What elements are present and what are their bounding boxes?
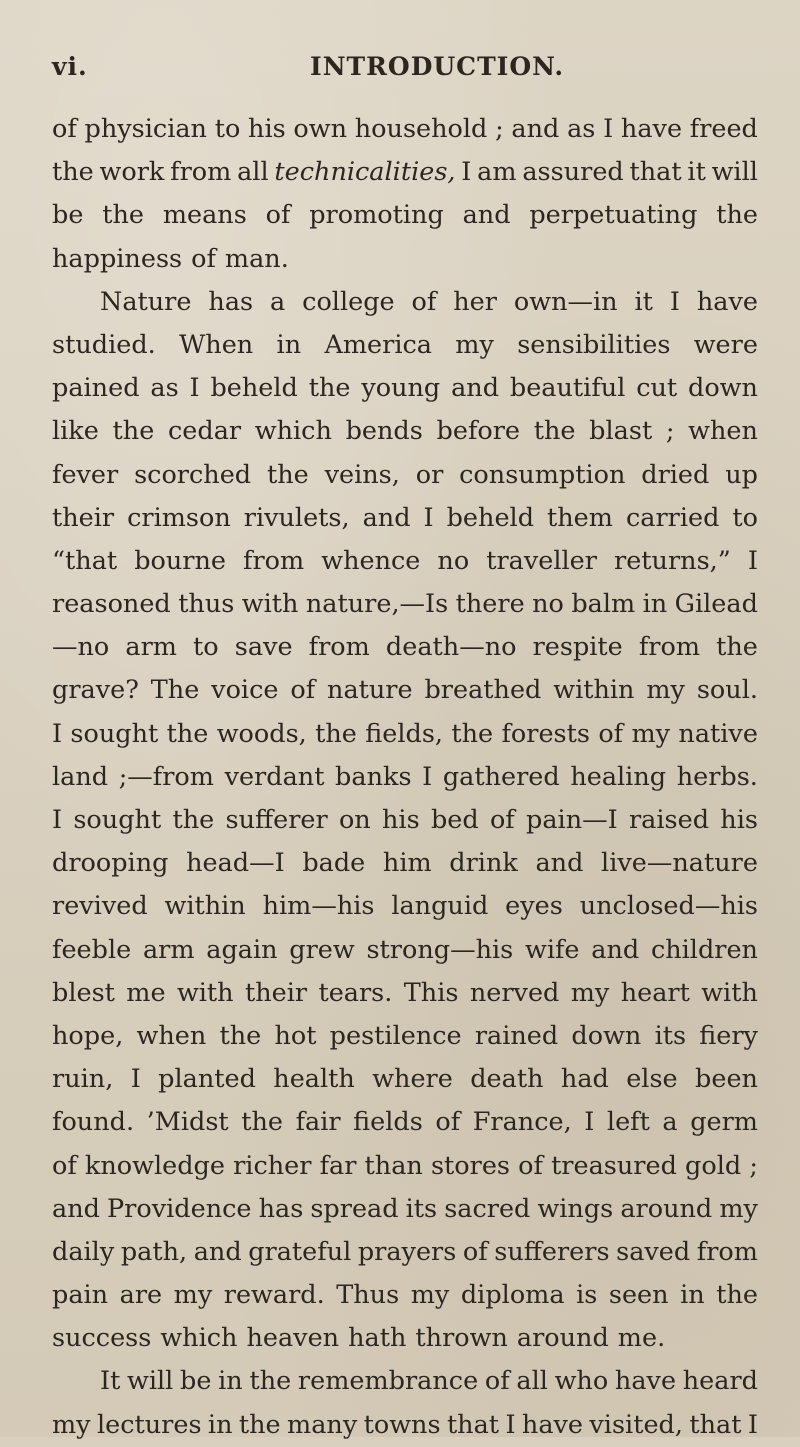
running-head: INTRODUCTION. — [310, 52, 565, 81]
text-line: be the means of promoting and perpetuating the — [52, 200, 758, 231]
text-line: like the cedar which bends before the blast ; when — [52, 416, 758, 447]
text-line: pain are my reward. Thus my diploma is seen in the — [52, 1280, 758, 1311]
text-line: their crimson rivulets, and I beheld them carried to — [52, 502, 758, 533]
text-line: pained as I beheld the young and beautiful cut down — [52, 373, 758, 404]
text-line: reasoned thus with nature,—Is there no balm in Gilead — [52, 589, 758, 620]
text-line: the work from all technicalities, I am assured that it will — [52, 157, 758, 188]
text-line: my lectures in the many towns that I have visited, that I — [52, 1409, 758, 1440]
text-line: feeble arm again grew strong—his wife and children — [52, 934, 758, 965]
text-line: and Providence has spread its sacred wings around my — [52, 1193, 758, 1224]
text-line: studied. When in America my sensibilities were — [52, 329, 758, 360]
text-line: Nature has a college of her own—in it I have — [100, 286, 758, 317]
text-line: grave? The voice of nature breathed within my soul. — [52, 675, 758, 706]
text-line: It will be in the remembrance of all who have heard — [100, 1366, 758, 1397]
body-text — [52, 108, 758, 1447]
text-line: I sought the woods, the fields, the forests of my native — [52, 718, 758, 749]
page-header — [52, 52, 758, 86]
page-number: vi. — [52, 52, 88, 81]
text-line: ruin, I planted health where death had else been — [52, 1064, 758, 1095]
text-line: drooping head—I bade him drink and live—nature — [52, 848, 758, 879]
text-line: daily path, and grateful prayers of sufferers saved from — [52, 1236, 758, 1267]
text-line: I sought the sufferer on his bed of pain—I raised his — [52, 805, 758, 835]
text-line: fever scorched the veins, or consumption dried up — [52, 459, 758, 490]
text-line: revived within him—his languid eyes unclosed—his — [52, 891, 758, 922]
text-line: “that bourne from whence no traveller returns,” I — [52, 545, 758, 576]
text-line: happiness of man. — [52, 243, 289, 274]
text-line: of physician to his own household ; and as I have freed — [52, 114, 758, 144]
text-line: found. ’Midst the fair fields of France, I left a germ — [52, 1107, 758, 1138]
text-line: hope, when the hot pestilence rained down its fiery — [52, 1020, 758, 1051]
text-line: of knowledge richer far than stores of treasured gold ; — [52, 1150, 758, 1181]
text-line: —no arm to save from death—no respite from the — [52, 632, 758, 663]
text-line: land ;—from verdant banks I gathered healing herbs. — [52, 761, 758, 792]
text-line: success which heaven hath thrown around me. — [52, 1323, 666, 1354]
text-line: blest me with their tears. This nerved my heart with — [52, 977, 758, 1008]
